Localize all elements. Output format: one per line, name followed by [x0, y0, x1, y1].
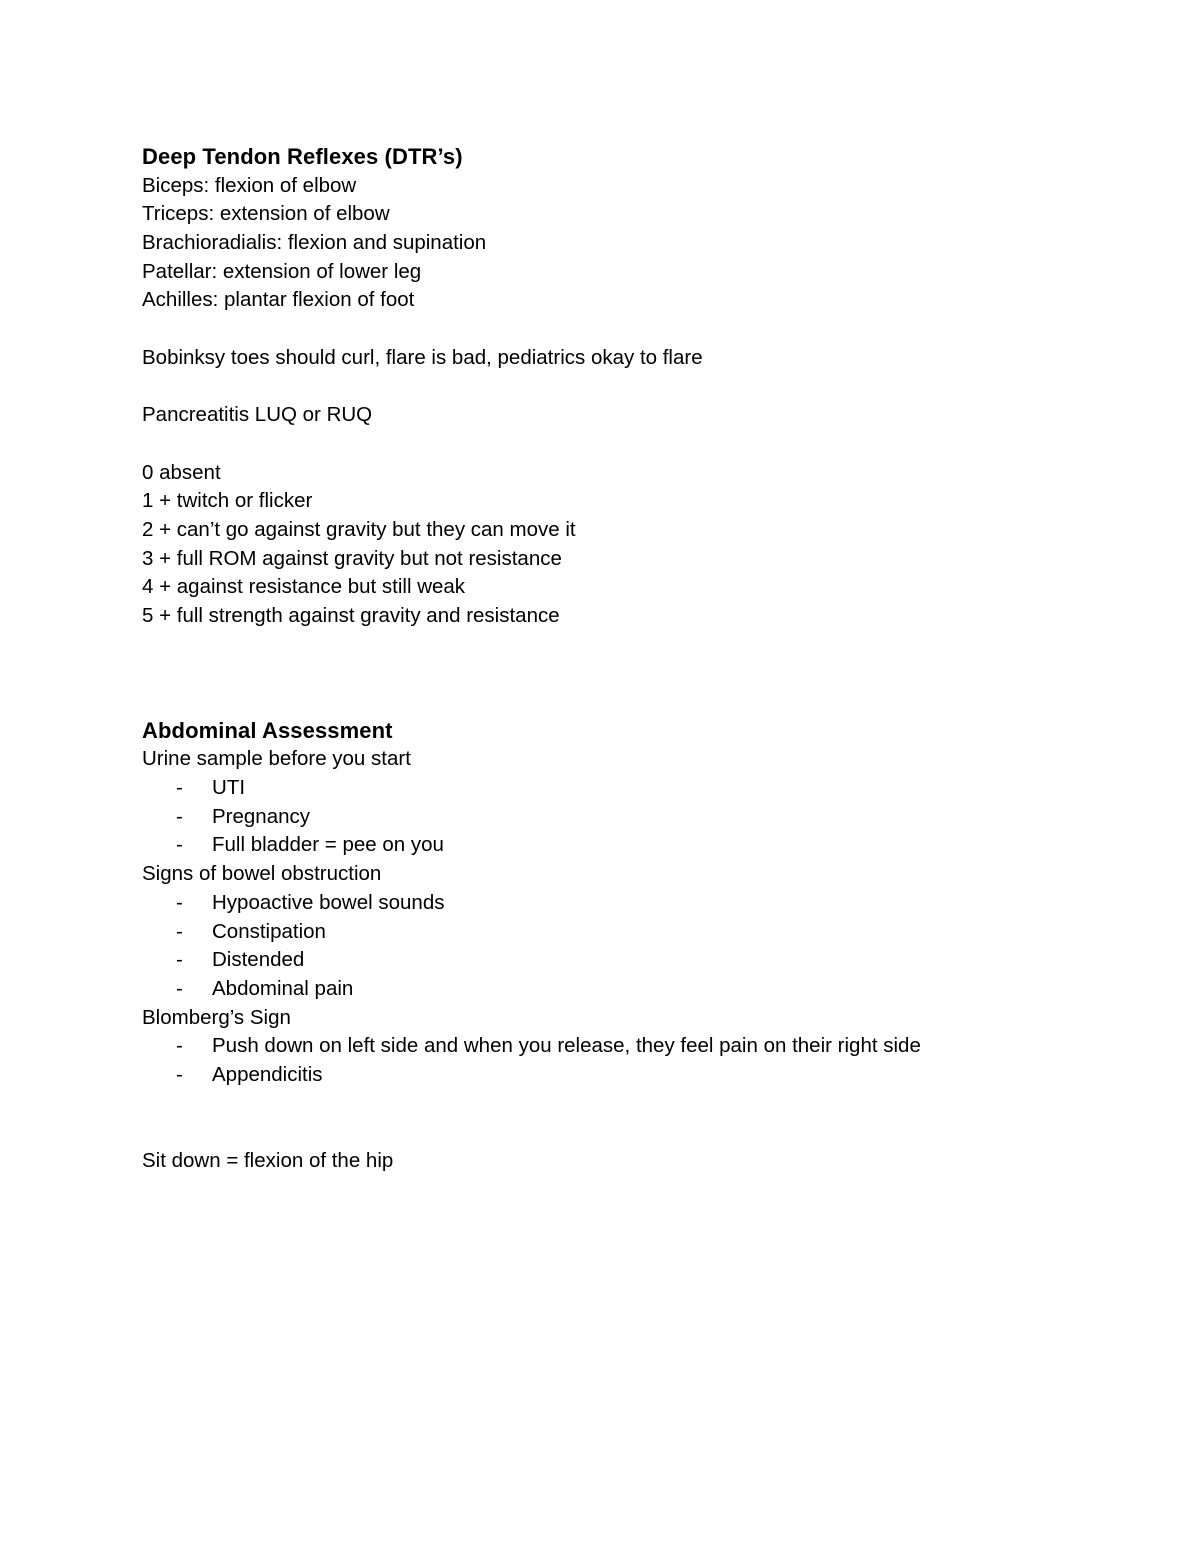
- bullet-text: UTI: [212, 776, 246, 800]
- spacer: [142, 631, 1142, 717]
- bullet-text: Appendicitis: [212, 1062, 323, 1086]
- list-item: [142, 946, 1142, 975]
- strength-scale-2: 2 + can’t go against gravity but they can move it: [142, 517, 576, 541]
- strength-scale-0: 0 absent: [142, 460, 221, 484]
- dtr-item-biceps: Biceps: flexion of elbow: [142, 173, 357, 197]
- babinsky-note: Bobinksy toes should curl, flare is bad, pediatrics okay to flare: [142, 345, 703, 369]
- blomberg-sign-label: Blomberg’s Sign: [142, 1005, 291, 1029]
- bullet-text: Full bladder = pee on you: [212, 833, 444, 857]
- bullet-dash: -: [176, 948, 183, 972]
- dtr-item-brachioradialis: Brachioradialis: flexion and supination: [142, 231, 487, 255]
- bowel-obstruction-label: Signs of bowel obstruction: [142, 862, 382, 886]
- list-item: [142, 918, 1142, 947]
- list-item: [142, 889, 1142, 918]
- dtr-heading: Deep Tendon Reflexes (DTR’s): [142, 144, 463, 169]
- spacer: [142, 315, 1142, 344]
- list-item: [142, 831, 1142, 860]
- pancreatitis-note: Pancreatitis LUQ or RUQ: [142, 403, 373, 427]
- bullet-dash: -: [176, 890, 183, 914]
- bullet-dash: -: [176, 976, 183, 1000]
- bullet-text: Pregnancy: [212, 804, 311, 828]
- dtr-item-triceps: Triceps: extension of elbow: [142, 202, 390, 226]
- bullet-dash: -: [176, 1034, 183, 1058]
- bullet-dash: -: [176, 833, 183, 857]
- list-item: [142, 774, 1142, 803]
- list-item: [142, 1032, 1142, 1061]
- document-page: [142, 143, 1142, 1176]
- spacer: [142, 430, 1142, 459]
- bullet-text: Hypoactive bowel sounds: [212, 890, 445, 914]
- strength-scale-5: 5 + full strength against gravity and resistance: [142, 604, 560, 627]
- bullet-dash: -: [176, 804, 183, 828]
- sit-down-note: Sit down = flexion of the hip: [142, 1149, 394, 1173]
- abdominal-heading: Abdominal Assessment: [142, 717, 393, 743]
- dtr-item-patellar: Patellar: extension of lower leg: [142, 259, 422, 283]
- spacer: [142, 373, 1142, 402]
- strength-scale-3: 3 + full ROM against gravity but not resistance: [142, 546, 562, 570]
- bullet-text: Constipation: [212, 919, 326, 943]
- strength-scale-4: 4 + against resistance but still weak: [142, 575, 466, 599]
- dtr-item-achilles: Achilles: plantar flexion of foot: [142, 288, 415, 312]
- spacer: [142, 1090, 1142, 1147]
- bullet-dash: -: [176, 776, 183, 800]
- bullet-dash: -: [176, 919, 183, 943]
- strength-scale-1: 1 + twitch or flicker: [142, 489, 313, 513]
- bullet-text: Abdominal pain: [212, 976, 354, 1000]
- bullet-dash: -: [176, 1062, 183, 1086]
- list-item: [142, 1061, 1142, 1090]
- urine-sample-label: Urine sample before you start: [142, 747, 411, 771]
- bullet-text: Push down on left side and when you release, they feel pain on their right side: [212, 1034, 921, 1058]
- bullet-text: Distended: [212, 948, 305, 972]
- list-item: [142, 803, 1142, 832]
- list-item: [142, 975, 1142, 1004]
